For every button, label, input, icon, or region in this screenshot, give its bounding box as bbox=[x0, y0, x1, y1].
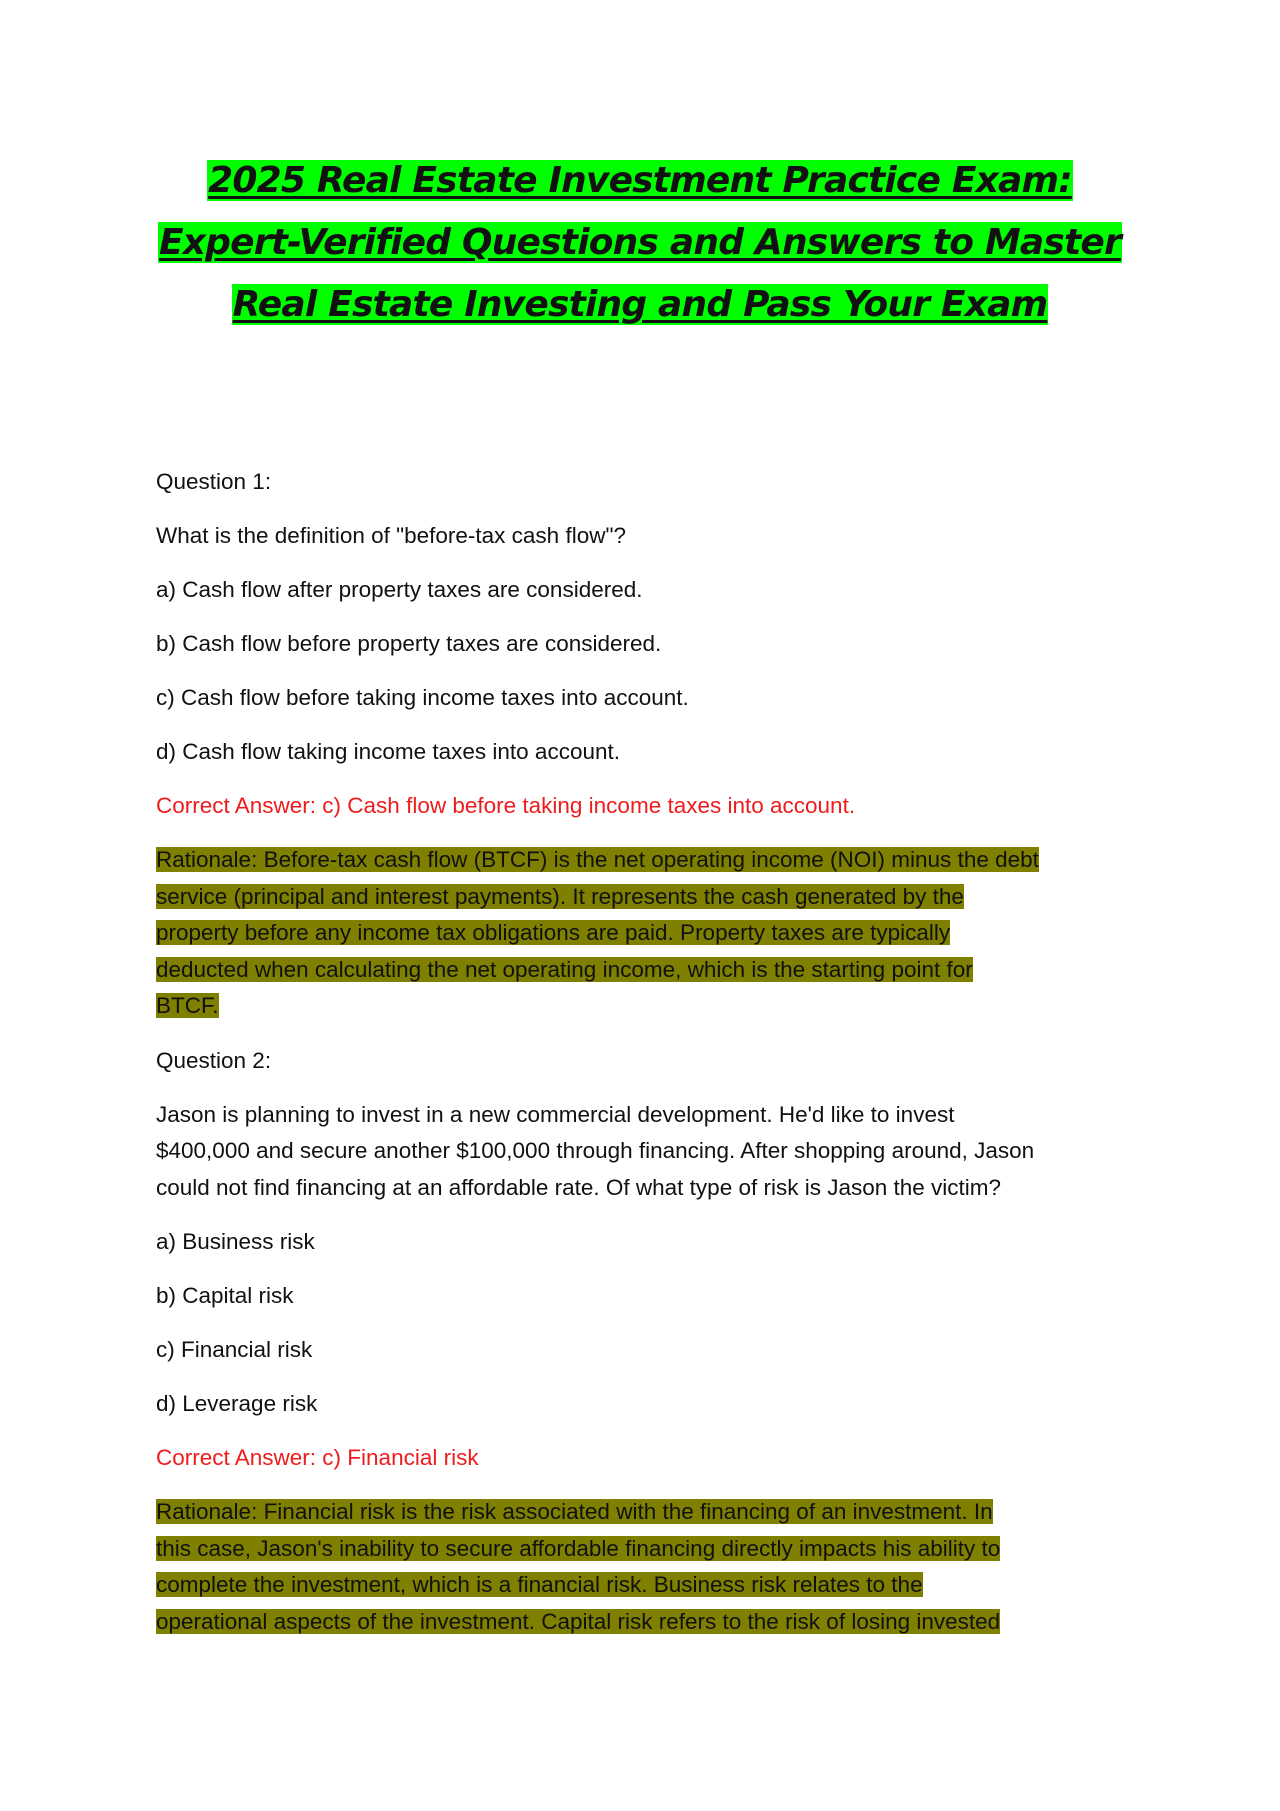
rationale-line: Rationale: Financial risk is the risk associated with the financing of an investment. In bbox=[156, 1499, 993, 1524]
rationale-line: property before any income tax obligations are paid. Property taxes are typically bbox=[156, 920, 951, 945]
answer-option-a: a) Business risk bbox=[156, 1229, 315, 1254]
question-block-1 bbox=[156, 464, 1136, 1025]
rationale-line: this case, Jason's inability to secure affordable financing directly impacts his ability to bbox=[156, 1535, 1001, 1561]
prompt-line: $400,000 and secure another $100,000 through financing. After shopping around, Jason bbox=[156, 1138, 1035, 1163]
question-block-2 bbox=[156, 1043, 1136, 1641]
rationale-line: Rationale: Before-tax cash flow (BTCF) is the net operating income (NOI) minus the debt bbox=[156, 847, 1039, 872]
question-heading: Question 1: bbox=[156, 469, 272, 494]
rationale-line: service (principal and interest payments). It represents the cash generated by the bbox=[156, 883, 964, 909]
question-prompt bbox=[156, 1097, 1136, 1207]
title-line-1: 2025 Real Estate Investment Practice Exam: bbox=[208, 160, 1072, 201]
answer-option-c: c) Financial risk bbox=[156, 1337, 313, 1362]
answer-option-b: b) Cash flow before property taxes are considered. bbox=[156, 631, 662, 656]
rationale bbox=[156, 1494, 1136, 1640]
rationale bbox=[156, 842, 1136, 1025]
question-heading: Question 2: bbox=[156, 1047, 272, 1073]
answer-option-d: d) Cash flow taking income taxes into account. bbox=[156, 739, 620, 764]
answer-option-b: b) Capital risk bbox=[156, 1283, 294, 1308]
title-line-2: Expert-Verified Questions and Answers to Master bbox=[158, 222, 1122, 263]
answer-option-d: d) Leverage risk bbox=[156, 1391, 318, 1416]
document-body bbox=[156, 464, 1136, 1658]
prompt-line: Jason is planning to invest in a new commercial development. He'd like to invest bbox=[156, 1101, 955, 1127]
rationale-line: complete the investment, which is a financial risk. Business risk relates to the bbox=[156, 1572, 923, 1597]
title-line-3: Real Estate Investing and Pass Your Exam bbox=[232, 284, 1048, 325]
rationale-line: BTCF. bbox=[156, 993, 219, 1018]
document-title bbox=[120, 150, 1160, 336]
rationale-line: operational aspects of the investment. Capital risk refers to the risk of losing invested bbox=[156, 1608, 1001, 1634]
answer-option-c: c) Cash flow before taking income taxes into account. bbox=[156, 685, 689, 710]
answer-option-a: a) Cash flow after property taxes are considered. bbox=[156, 577, 643, 602]
prompt-line: could not find financing at an affordable rate. Of what type of risk is Jason the victim? bbox=[156, 1174, 1002, 1200]
rationale-line: deducted when calculating the net operating income, which is the starting point for bbox=[156, 956, 973, 982]
correct-answer: Correct Answer: c) Cash flow before taking income taxes into account. bbox=[156, 793, 856, 818]
correct-answer: Correct Answer: c) Financial risk bbox=[156, 1445, 479, 1470]
question-prompt: What is the definition of "before-tax cash flow"? bbox=[156, 523, 626, 548]
